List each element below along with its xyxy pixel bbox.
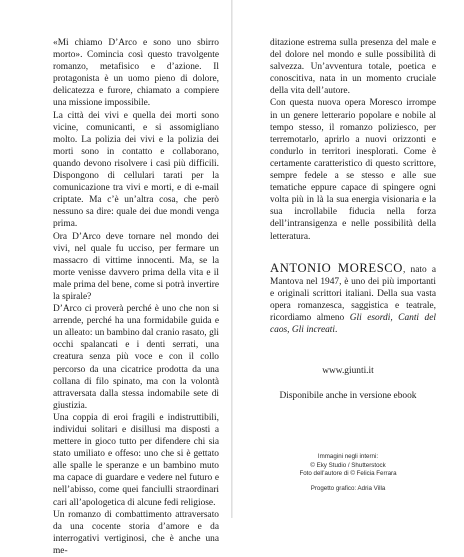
credits-line: © Eky Studio / Shutterstock	[310, 461, 386, 469]
author-bio-text: , nato a Mantova nel 1947, è uno dei più importanti e originali scrittori italiani. Della sua vasta opera romanzesca, saggistica e teatrale, ricordiamo almeno	[270, 265, 436, 324]
publisher-website[interactable]: www.giunti.it	[322, 366, 374, 376]
author-name: ANTONIO MORESCO	[270, 261, 403, 275]
credits-line: Progetto grafico: Adria Villa	[310, 484, 386, 492]
synopsis-paragraph: Un romanzo di combattimento attraversato da una cocente storia d’amore e da interrogativi vertiginosi, che è anche una me-	[53, 509, 219, 556]
synopsis-right-column	[270, 37, 436, 243]
synopsis-paragraph: «Mi chiamo D’Arco e sono uno sbirro morto». Comincia così questo travolgente romanzo, metafisico e d’azione. Il protagonista è un uomo pieno di dolore, delicatezza e furore, chiamato a compiere una missione impossibile.	[53, 38, 219, 109]
ebook-note: Disponibile anche in versione ebook	[279, 391, 417, 401]
synopsis-paragraph: La città dei vivi e quella dei morti sono vicine, comunicanti, e si assomigliano molto. La polizia dei vivi e la polizia dei morti sono in contatto e collaborano, quando devono risolvere i casi più difficili. Dispongono di cellulari tarati per la comunicazione tra vivi e morti, e di e-mail criptate. Ma c’è un’altra cosa, che però nessuno sa dire: quale dei due mondi venga prima.	[53, 110, 219, 230]
author-works: Gli esordi, Canti del caos, Gli increati	[270, 313, 436, 336]
synopsis-left-column	[53, 37, 219, 557]
image-credits	[232, 453, 464, 493]
author-bio-end: .	[335, 325, 338, 336]
credits-line: Immagini negli interni:	[317, 453, 379, 460]
synopsis-paragraph: Con questa nuova opera Moresco irrompe in un genere letterario popolare e nobile al tempo stesso, il romanzo poliziesco, per terremotarlo, aprirlo a nuovi orizzonti e condurlo in territori inesplorati. Come è certamente caratteristico di questo scrittore, sempre fedele a se stesso e alle sue tematiche eppure capace di spingere ogni volta più in là la sua energia visionaria e la sua incrollabile fiducia nella forza dell’intransigenza e nelle possibilità della letteratura.	[270, 98, 436, 242]
credits-line: Foto dell’autore di © Felicia Ferrara	[299, 470, 397, 478]
fold-line	[231, 0, 233, 518]
synopsis-paragraph: ditazione estrema sulla presenza del male e del dolore nel mondo e sulle possibilità di salvezza. Un’avventura totale, poetica e conoscitiva, nata in un momento cruciale della vita dell’autore.	[270, 38, 436, 97]
synopsis-paragraph: Una coppia di eroi fragili e indistruttibili, individui solitari e disillusi ma disposti a mettere in gioco tutto per difendere chi sia stato umiliato e offeso: uno che si è gettato alle spalle le speranze e un bambino muto ma capace di guardare e vedere nel futuro e nell’abisso, come quei fanciulli straordinari cari all’apologetica di alcune fedi religiose.	[53, 412, 219, 508]
synopsis-paragraph: Ora D’Arco deve tornare nel mondo dei vivi, nel quale fu ucciso, per fermare un massacro di vittime innocenti. Ma, se la morte venisse davvero prima della vita e il male prima del bene, come si potrà invertire la spirale?	[53, 231, 219, 302]
author-bio	[270, 262, 436, 337]
synopsis-paragraph: D’Arco ci proverà perché è uno che non si arrende, perché ha una formidabile guida e un alleato: un bambino dal cranio rasato, gli occhi spalancati e i denti serrati, una creatura senza più voce e con il collo percorso da una cicatrice prodotta da una collana di filo spinato, ma con la volontà attraversata dalla stessa indomabile sete di giustizia.	[53, 304, 219, 411]
